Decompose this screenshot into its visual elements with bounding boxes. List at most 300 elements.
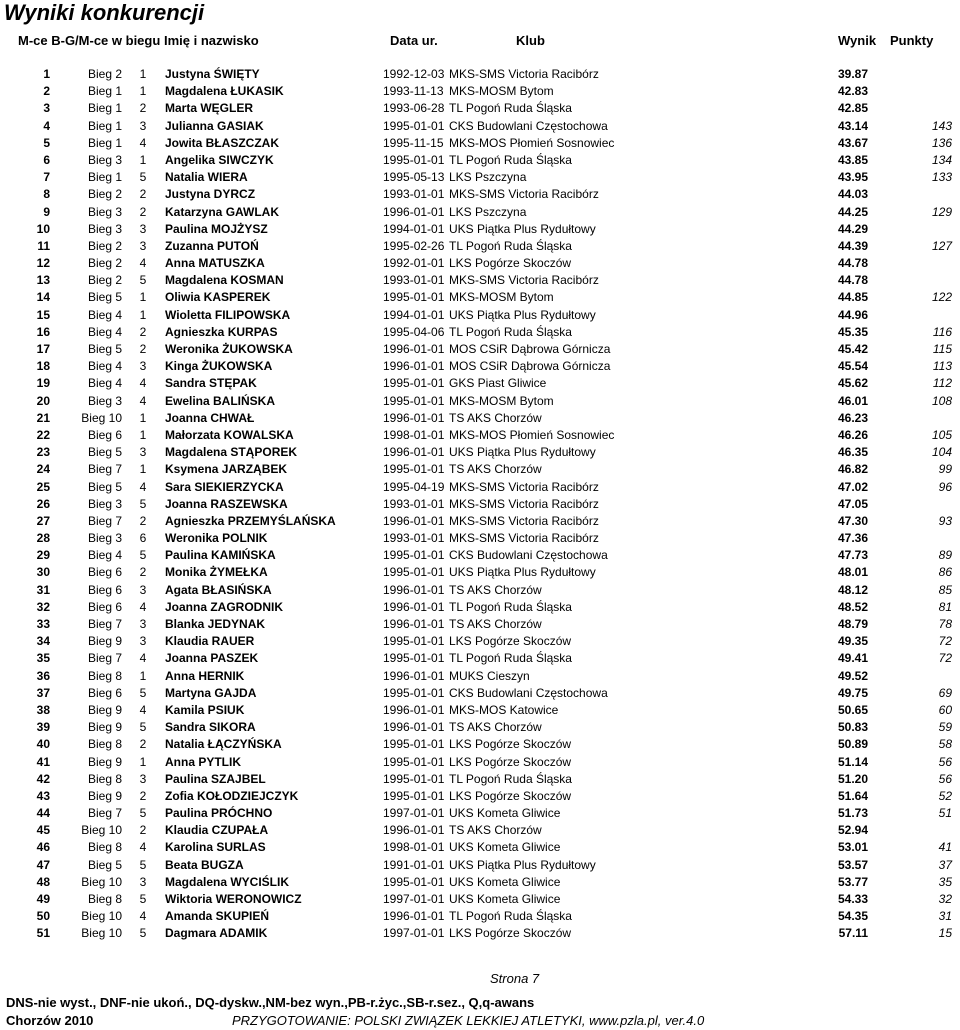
athlete-name: Sandra STĘPAK [165, 376, 257, 391]
club-name: MKS-MOS Katowice [449, 702, 559, 717]
points-cell: 133 [931, 170, 952, 185]
points-cell: 32 [938, 892, 952, 906]
lane-cell: 5 [139, 806, 147, 821]
table-row [0, 908, 960, 925]
club-name: MKS-SMS Victoria Racibórz [449, 496, 599, 511]
birth-date: 1996-01-01 [383, 668, 445, 683]
result-time: 49.52 [837, 668, 868, 683]
result-time: 50.89 [837, 737, 868, 752]
heat-cell: Bieg 9 [87, 720, 122, 735]
table-row [0, 702, 960, 719]
birth-date: 1993-01-01 [383, 273, 445, 288]
header-points: Punkty [890, 33, 934, 48]
result-time: 50.83 [837, 720, 868, 735]
result-time: 44.29 [837, 221, 868, 236]
heat-cell: Bieg 2 [87, 256, 122, 271]
birth-date: 1996-01-01 [383, 720, 445, 735]
header-club: Klub [516, 33, 545, 48]
heat-cell: Bieg 3 [87, 531, 122, 546]
lane-cell: 4 [139, 256, 147, 271]
club-name: UKS Piątka Plus Rydułtowy [449, 307, 596, 322]
table-row [0, 874, 960, 891]
heat-cell: Bieg 9 [87, 702, 122, 717]
birth-date: 1996-01-01 [383, 359, 445, 374]
result-time: 44.96 [837, 307, 868, 322]
result-time: 48.12 [837, 582, 868, 597]
lane-cell: 5 [139, 892, 147, 906]
heat-cell: Bieg 8 [87, 668, 122, 683]
athlete-name: Zofia KOŁODZIEJCZYK [165, 788, 299, 803]
birth-date: 1995-01-01 [383, 874, 445, 889]
results-table [0, 66, 960, 943]
header-name: Imię i nazwisko [164, 33, 259, 48]
result-time: 44.78 [837, 273, 868, 288]
birth-date: 1997-01-01 [383, 806, 445, 821]
athlete-name: Paulina MOJŻYSZ [165, 221, 268, 236]
place-cell: 6 [43, 152, 50, 167]
result-time: 46.01 [837, 393, 868, 408]
points-cell: 108 [931, 393, 952, 408]
heat-cell: Bieg 2 [87, 238, 122, 253]
birth-date: 1996-01-01 [383, 513, 445, 528]
place-cell: 17 [36, 342, 50, 356]
athlete-name: Sandra SIKORA [165, 720, 256, 735]
points-cell: 99 [938, 462, 952, 477]
result-time: 46.26 [837, 427, 868, 442]
result-time: 50.65 [837, 702, 868, 717]
lane-cell: 4 [139, 702, 147, 717]
result-time: 45.62 [837, 376, 868, 391]
birth-date: 1996-01-01 [383, 445, 445, 460]
result-time: 43.95 [837, 170, 868, 185]
points-cell: 136 [931, 135, 952, 150]
athlete-name: Magdalena WYCIŚLIK [165, 874, 290, 889]
table-row [0, 238, 960, 255]
heat-cell: Bieg 4 [87, 359, 122, 374]
club-name: MKS-MOS Płomień Sosnowiec [449, 135, 615, 150]
club-name: MKS-SMS Victoria Racibórz [449, 273, 599, 288]
heat-cell: Bieg 9 [87, 754, 122, 769]
athlete-name: Marta WĘGLER [165, 101, 254, 116]
lane-cell: 1 [139, 290, 147, 305]
result-time: 47.02 [837, 479, 868, 494]
lane-cell: 4 [139, 909, 147, 924]
place-cell: 35 [36, 651, 50, 666]
birth-date: 1995-04-06 [383, 324, 445, 339]
points-cell: 35 [938, 874, 952, 889]
birth-date: 1995-01-01 [383, 788, 445, 803]
page-title: Wyniki konkurencji [4, 0, 205, 25]
club-name: TS AKS Chorzów [449, 823, 542, 838]
place-cell: 10 [36, 221, 50, 236]
athlete-name: Monika ŻYMEŁKA [165, 565, 268, 580]
points-cell: 112 [932, 376, 952, 391]
place-cell: 39 [36, 720, 50, 735]
table-row [0, 685, 960, 702]
heat-cell: Bieg 10 [81, 874, 122, 889]
birth-date: 1992-01-01 [383, 256, 445, 271]
result-time: 42.85 [837, 101, 868, 116]
heat-cell: Bieg 7 [87, 617, 122, 631]
points-cell: 129 [931, 204, 952, 219]
club-name: UKS Piątka Plus Rydułtowy [449, 221, 596, 236]
club-name: LKS Pogórze Skoczów [449, 926, 572, 941]
lane-cell: 2 [139, 788, 147, 803]
points-cell: 85 [938, 582, 952, 597]
table-row [0, 461, 960, 478]
athlete-name: Joanna RASZEWSKA [165, 496, 288, 511]
athlete-name: Blanka JEDYNAK [165, 617, 266, 631]
birth-date: 1993-01-01 [383, 187, 445, 202]
athlete-name: Ksymena JARZĄBEK [165, 462, 288, 477]
points-cell: 105 [931, 427, 952, 442]
lane-cell: 4 [139, 599, 147, 614]
points-cell: 104 [931, 445, 952, 460]
club-name: MOS CSiR Dąbrowa Górnicza [449, 342, 611, 356]
table-row [0, 582, 960, 599]
table-row [0, 118, 960, 135]
athlete-name: Justyna DYRCZ [165, 187, 256, 202]
athlete-name: Natalia WIERA [165, 170, 248, 185]
birth-date: 1995-01-01 [383, 651, 445, 666]
result-time: 54.33 [837, 892, 868, 906]
heat-cell: Bieg 10 [81, 926, 122, 941]
club-name: TS AKS Chorzów [449, 582, 542, 597]
birth-date: 1995-01-01 [383, 548, 445, 563]
athlete-name: Zuzanna PUTOŃ [165, 238, 259, 253]
heat-cell: Bieg 5 [87, 342, 122, 356]
result-time: 46.23 [837, 410, 868, 425]
table-row [0, 650, 960, 667]
heat-cell: Bieg 4 [87, 307, 122, 322]
athlete-name: Ewelina BALIŃSKA [165, 393, 276, 408]
birth-date: 1993-01-01 [383, 496, 445, 511]
club-name: TL Pogoń Ruda Śląska [449, 771, 572, 786]
table-row [0, 255, 960, 272]
birth-date: 1996-01-01 [383, 909, 445, 924]
place-cell: 1 [43, 67, 50, 81]
table-row [0, 307, 960, 324]
club-name: CKS Budowlani Częstochowa [449, 548, 608, 563]
result-time: 53.77 [837, 874, 868, 889]
lane-cell: 1 [139, 754, 147, 769]
result-time: 47.05 [837, 496, 868, 511]
place-cell: 42 [36, 771, 50, 786]
table-row [0, 496, 960, 513]
table-row [0, 83, 960, 100]
result-time: 47.36 [837, 531, 868, 546]
place-cell: 24 [36, 462, 50, 477]
place-cell: 3 [43, 101, 50, 116]
heat-cell: Bieg 6 [87, 685, 122, 700]
lane-cell: 3 [139, 221, 147, 236]
heat-cell: Bieg 2 [87, 67, 122, 81]
points-cell: 122 [931, 290, 952, 305]
venue-label: Chorzów 2010 [6, 1013, 94, 1028]
lane-cell: 2 [139, 823, 147, 838]
lane-cell: 2 [139, 513, 147, 528]
place-cell: 13 [36, 273, 50, 288]
club-name: LKS Pszczyna [449, 204, 527, 219]
club-name: UKS Kometa Gliwice [449, 892, 561, 906]
table-row [0, 513, 960, 530]
birth-date: 1991-01-01 [383, 857, 445, 872]
heat-cell: Bieg 1 [87, 170, 122, 185]
athlete-name: Agnieszka KURPAS [165, 324, 278, 339]
birth-date: 1992-12-03 [383, 67, 445, 81]
place-cell: 19 [36, 376, 50, 391]
club-name: MKS-MOSM Bytom [449, 393, 554, 408]
table-row [0, 66, 960, 83]
heat-cell: Bieg 8 [87, 737, 122, 752]
lane-cell: 1 [139, 152, 147, 167]
result-time: 44.39 [837, 238, 868, 253]
place-cell: 41 [36, 754, 50, 769]
result-time: 48.52 [837, 599, 868, 614]
lane-cell: 2 [139, 204, 147, 219]
table-row [0, 788, 960, 805]
heat-cell: Bieg 9 [87, 634, 122, 649]
athlete-name: Kinga ŻUKOWSKA [165, 359, 273, 374]
table-row [0, 358, 960, 375]
lane-cell: 3 [139, 771, 147, 786]
club-name: UKS Piątka Plus Rydułtowy [449, 445, 596, 460]
athlete-name: Amanda SKUPIEŃ [165, 909, 270, 924]
club-name: MKS-SMS Victoria Racibórz [449, 479, 599, 494]
lane-cell: 3 [139, 238, 147, 253]
place-cell: 9 [43, 204, 50, 219]
lane-cell: 1 [139, 67, 147, 81]
result-time: 51.20 [837, 771, 868, 786]
athlete-name: Anna HERNIK [165, 668, 245, 683]
birth-date: 1996-01-01 [383, 823, 445, 838]
heat-cell: Bieg 7 [87, 806, 122, 821]
table-row [0, 564, 960, 581]
place-cell: 30 [36, 565, 50, 580]
birth-date: 1997-01-01 [383, 926, 445, 941]
points-cell: 127 [931, 238, 952, 253]
heat-cell: Bieg 10 [81, 823, 122, 838]
place-cell: 43 [36, 788, 50, 803]
birth-date: 1996-01-01 [383, 582, 445, 597]
athlete-name: Weronika ŻUKOWSKA [165, 342, 293, 356]
place-cell: 33 [36, 617, 50, 631]
birth-date: 1995-05-13 [383, 170, 445, 185]
lane-cell: 2 [139, 324, 147, 339]
result-time: 57.11 [838, 926, 868, 941]
place-cell: 4 [43, 118, 50, 133]
place-cell: 18 [36, 359, 50, 374]
birth-date: 1995-11-15 [383, 135, 444, 150]
heat-cell: Bieg 2 [87, 187, 122, 202]
points-cell: 89 [938, 548, 952, 563]
birth-date: 1993-01-01 [383, 531, 445, 546]
points-cell: 56 [938, 754, 952, 769]
result-time: 43.14 [837, 118, 868, 133]
club-name: MKS-SMS Victoria Racibórz [449, 531, 599, 546]
table-row [0, 822, 960, 839]
lane-cell: 3 [139, 582, 147, 597]
club-name: TS AKS Chorzów [449, 720, 542, 735]
result-time: 51.73 [837, 806, 868, 821]
birth-date: 1995-04-19 [383, 479, 445, 494]
place-cell: 48 [36, 874, 50, 889]
birth-date: 1997-01-01 [383, 892, 445, 906]
lane-cell: 1 [139, 462, 147, 477]
place-cell: 36 [36, 668, 50, 683]
points-cell: 60 [938, 702, 952, 717]
table-row [0, 891, 960, 908]
lane-cell: 5 [139, 926, 147, 941]
club-name: TS AKS Chorzów [449, 617, 542, 631]
lane-cell: 4 [139, 376, 147, 391]
heat-cell: Bieg 7 [87, 462, 122, 477]
birth-date: 1993-06-28 [383, 101, 445, 116]
place-cell: 26 [36, 496, 50, 511]
place-cell: 51 [36, 926, 50, 941]
athlete-name: Oliwia KASPEREK [165, 290, 271, 305]
lane-cell: 4 [139, 840, 147, 855]
lane-cell: 5 [139, 685, 147, 700]
table-row [0, 479, 960, 496]
athlete-name: Katarzyna GAWLAK [165, 204, 280, 219]
heat-cell: Bieg 4 [87, 324, 122, 339]
club-name: MKS-MOS Płomień Sosnowiec [449, 427, 615, 442]
place-cell: 50 [36, 909, 50, 924]
athlete-name: Kamila PSIUK [165, 702, 245, 717]
club-name: LKS Pogórze Skoczów [449, 737, 572, 752]
result-time: 47.30 [837, 513, 868, 528]
athlete-name: Jowita BŁASZCZAK [165, 135, 279, 150]
lane-cell: 4 [139, 393, 147, 408]
points-cell: 143 [931, 118, 952, 133]
athlete-name: Klaudia RAUER [165, 634, 255, 649]
place-cell: 34 [36, 634, 50, 649]
points-cell: 51 [938, 806, 952, 821]
table-row [0, 289, 960, 306]
heat-cell: Bieg 3 [87, 152, 122, 167]
club-name: TL Pogoń Ruda Śląska [449, 599, 572, 614]
club-name: LKS Pszczyna [449, 170, 527, 185]
lane-cell: 4 [139, 135, 147, 150]
heat-cell: Bieg 9 [87, 788, 122, 803]
heat-cell: Bieg 6 [87, 565, 122, 580]
place-cell: 7 [43, 170, 50, 185]
table-row [0, 530, 960, 547]
place-cell: 32 [36, 599, 50, 614]
athlete-name: Julianna GASIAK [165, 118, 264, 133]
heat-cell: Bieg 1 [87, 101, 122, 116]
result-time: 49.41 [837, 651, 868, 666]
place-cell: 40 [36, 737, 50, 752]
points-cell: 72 [938, 651, 952, 666]
place-cell: 31 [36, 582, 50, 597]
place-cell: 25 [36, 479, 50, 494]
club-name: CKS Budowlani Częstochowa [449, 685, 608, 700]
heat-cell: Bieg 4 [87, 548, 122, 563]
points-cell: 81 [938, 599, 952, 614]
table-row [0, 221, 960, 238]
table-row [0, 410, 960, 427]
athlete-name: Sara SIEKIERZYCKA [165, 479, 284, 494]
lane-cell: 2 [139, 187, 147, 202]
lane-cell: 5 [139, 720, 147, 735]
athlete-name: Joanna PASZEK [165, 651, 259, 666]
club-name: UKS Kometa Gliwice [449, 840, 561, 855]
heat-cell: Bieg 1 [87, 118, 122, 133]
club-name: LKS Pogórze Skoczów [449, 754, 572, 769]
table-row [0, 444, 960, 461]
place-cell: 16 [36, 324, 50, 339]
athlete-name: Dagmara ADAMIK [165, 926, 268, 941]
place-cell: 8 [43, 187, 50, 202]
club-name: TL Pogoń Ruda Śląska [449, 101, 572, 116]
page-number: Strona 7 [490, 971, 540, 986]
lane-cell: 2 [139, 737, 147, 752]
result-time: 46.82 [837, 462, 868, 477]
prepared-by: PRZYGOTOWANIE: POLSKI ZWIĄZEK LEKKIEJ ATLETYKI, www.pzla.pl, ver.4.0 [232, 1013, 705, 1028]
place-cell: 12 [36, 256, 50, 271]
heat-cell: Bieg 8 [87, 840, 122, 855]
heat-cell: Bieg 6 [87, 582, 122, 597]
place-cell: 49 [36, 892, 50, 906]
table-row [0, 771, 960, 788]
place-cell: 11 [37, 238, 50, 253]
athlete-name: Magdalena STĄPOREK [165, 445, 298, 460]
place-cell: 2 [43, 84, 50, 99]
table-row [0, 204, 960, 221]
athlete-name: Magdalena KOSMAN [165, 273, 284, 288]
heat-cell: Bieg 6 [87, 599, 122, 614]
lane-cell: 2 [139, 565, 147, 580]
club-name: MKS-SMS Victoria Racibórz [449, 513, 599, 528]
points-cell: 72 [938, 634, 952, 649]
abbreviation-legend: DNS-nie wyst., DNF-nie ukoń., DQ-dyskw.,NM-bez wyn.,PB-r.życ.,SB-r.sez., Q,q-awans [6, 995, 535, 1010]
heat-cell: Bieg 7 [87, 513, 122, 528]
lane-cell: 5 [139, 548, 147, 563]
place-cell: 28 [36, 531, 50, 546]
birth-date: 1995-01-01 [383, 462, 445, 477]
heat-cell: Bieg 1 [87, 135, 122, 150]
lane-cell: 5 [139, 273, 147, 288]
athlete-name: Agnieszka PRZEMYŚLAŃSKA [165, 513, 336, 528]
club-name: MKS-SMS Victoria Racibórz [449, 67, 599, 81]
lane-cell: 5 [139, 170, 147, 185]
athlete-name: Martyna GAJDA [165, 685, 257, 700]
points-cell: 41 [938, 840, 952, 855]
place-cell: 47 [36, 857, 50, 872]
points-cell: 59 [938, 720, 952, 735]
result-time: 52.94 [837, 823, 868, 838]
table-row [0, 272, 960, 289]
birth-date: 1996-01-01 [383, 342, 445, 356]
result-time: 53.01 [837, 840, 868, 855]
lane-cell: 1 [139, 410, 147, 425]
heat-cell: Bieg 3 [87, 221, 122, 236]
result-time: 46.35 [837, 445, 868, 460]
club-name: MKS-SMS Victoria Racibórz [449, 187, 599, 202]
athlete-name: Małorzata KOWALSKA [165, 427, 294, 442]
club-name: TL Pogoń Ruda Śląska [449, 152, 572, 167]
table-row [0, 839, 960, 856]
points-cell: 113 [932, 359, 952, 374]
club-name: UKS Kometa Gliwice [449, 874, 561, 889]
table-row [0, 152, 960, 169]
points-cell: 93 [938, 513, 952, 528]
athlete-name: Agata BŁASIŃSKA [165, 582, 272, 597]
heat-cell: Bieg 5 [87, 445, 122, 460]
birth-date: 1995-01-01 [383, 118, 445, 133]
